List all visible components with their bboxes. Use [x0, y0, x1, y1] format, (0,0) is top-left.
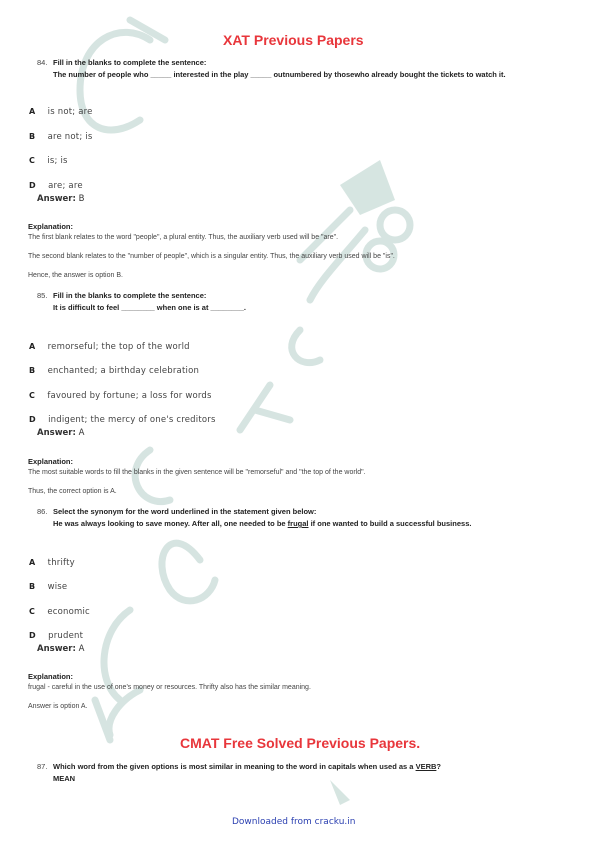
option-a[interactable]	[29, 101, 93, 119]
option-letter: A	[29, 342, 36, 351]
option-a[interactable]	[29, 552, 75, 570]
option-letter: A	[29, 107, 36, 116]
option-a[interactable]	[29, 336, 190, 354]
underlined-word: VERB	[415, 762, 437, 771]
option-b[interactable]	[29, 126, 93, 144]
promo-link[interactable]: CMAT Free Solved Previous Papers.	[180, 735, 421, 751]
option-letter: C	[29, 391, 35, 400]
answer	[37, 644, 84, 654]
option-text: enchanted; a birthday celebration	[47, 366, 200, 376]
option-d[interactable]	[29, 409, 216, 427]
option-letter: C	[29, 607, 35, 616]
option-letter: B	[29, 582, 36, 591]
option-c[interactable]	[29, 601, 90, 619]
explanation-line: Thus, the correct option is A.	[28, 488, 117, 495]
explanation-line: The second blank relates to the "number of people", which is a singular entity. Thus, the auxiliary verb used will be "is".	[28, 253, 395, 260]
option-d[interactable]	[29, 625, 83, 643]
answer-value: A	[78, 428, 85, 438]
question-prompt	[53, 762, 441, 771]
option-c[interactable]	[29, 385, 212, 403]
answer-label: Answer:	[37, 194, 76, 204]
question-number: 86.	[37, 507, 48, 516]
option-letter: D	[29, 181, 36, 190]
explanation-line: Hence, the answer is option B.	[28, 272, 123, 279]
sentence-part: He was always looking to save money. After all, one needed to be	[53, 519, 288, 528]
question-sentence	[53, 519, 471, 528]
option-text: indigent; the mercy of one's creditors	[48, 415, 216, 425]
prompt-part: Which word from the given options is most similar in meaning to the word in capitals when used as a	[53, 762, 416, 771]
option-text: are; are	[48, 181, 83, 191]
question-sentence: The number of people who _____ interested in the play _____ outnumbered by thosewho already bought the tickets to watch it.	[53, 70, 506, 79]
option-d[interactable]	[29, 175, 83, 193]
option-letter: C	[29, 156, 35, 165]
answer-value: B	[78, 194, 85, 204]
page-title: XAT Previous Papers	[223, 32, 364, 48]
prompt-part: ?	[436, 762, 441, 771]
explanation-heading: Explanation:	[28, 672, 74, 681]
option-letter: A	[29, 558, 36, 567]
question-word: MEAN	[53, 774, 76, 783]
answer	[37, 194, 84, 204]
option-text: wise	[47, 582, 68, 592]
option-letter: D	[29, 631, 36, 640]
question-number: 85.	[37, 291, 48, 300]
explanation-heading: Explanation:	[28, 457, 74, 466]
option-text: is not; are	[47, 107, 93, 117]
question-prompt: Fill in the blanks to complete the sentence:	[53, 58, 207, 67]
option-text: remorseful; the top of the world	[47, 342, 190, 352]
option-text: thrifty	[47, 558, 75, 568]
explanation-heading: Explanation:	[28, 222, 74, 231]
answer	[37, 428, 84, 438]
underlined-word: frugal	[287, 519, 309, 528]
option-c[interactable]	[29, 150, 68, 168]
question-prompt: Fill in the blanks to complete the sentence:	[53, 291, 207, 300]
question-prompt: Select the synonym for the word underlined in the statement given below:	[53, 507, 317, 516]
question-sentence: It is difficult to feel ________ when one is at ________.	[53, 303, 247, 312]
option-letter: D	[29, 415, 36, 424]
option-text: are not; is	[47, 132, 93, 142]
option-letter: B	[29, 132, 36, 141]
question-number: 87.	[37, 762, 48, 771]
answer-label: Answer:	[37, 644, 76, 654]
option-text: economic	[47, 607, 90, 617]
option-text: favoured by fortune; a loss for words	[47, 391, 212, 401]
answer-label: Answer:	[37, 428, 76, 438]
explanation-line: Answer is option A.	[28, 703, 88, 710]
option-letter: B	[29, 366, 36, 375]
explanation-line: The first blank relates to the word "people", a plural entity. Thus, the auxiliary verb used will be "are".	[28, 234, 339, 241]
option-b[interactable]	[29, 576, 67, 594]
sentence-part: if one wanted to build a successful business.	[308, 519, 472, 528]
footer-link[interactable]: Downloaded from cracku.in	[232, 817, 356, 827]
explanation-line: frugal - careful in the use of one's money or resources. Thrifty also has the similar meaning.	[28, 684, 311, 691]
question-number: 84.	[37, 58, 48, 67]
answer-value: A	[78, 644, 85, 654]
option-text: is; is	[47, 156, 68, 166]
option-b[interactable]	[29, 360, 199, 378]
option-text: prudent	[48, 631, 84, 641]
explanation-line: The most suitable words to fill the blanks in the given sentence will be "remorseful" and "the top of the world".	[28, 469, 366, 476]
